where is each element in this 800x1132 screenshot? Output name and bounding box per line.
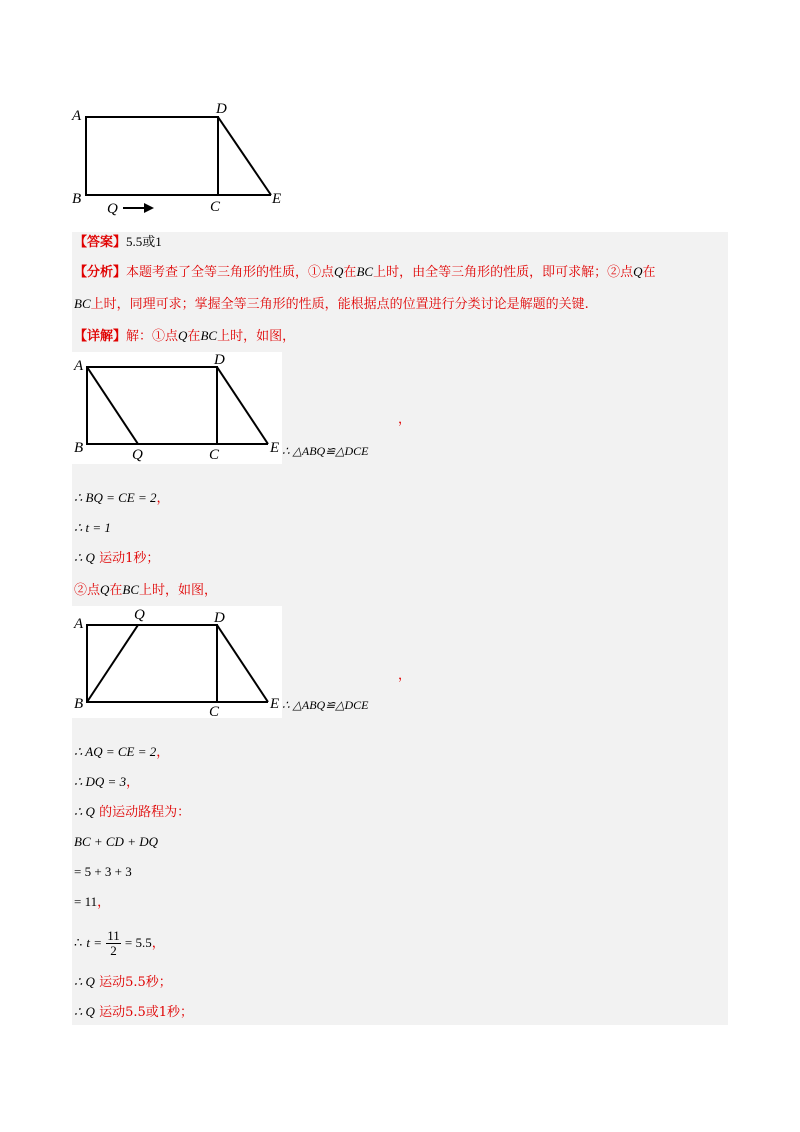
figure-2-comma: ， [398,412,412,427]
case1-result [74,548,159,569]
case1-eq1 [74,488,170,509]
eq-t-1: ∴ t = 1 [74,520,111,535]
arrow-right-icon [144,203,154,213]
figure-1 [66,100,296,220]
case2-heading [74,580,217,601]
therefore-q: ∴ Q [74,550,95,565]
detail-tag: 【详解】 [74,329,127,344]
answer-tag: 【答案】 [74,235,127,250]
label-a: A [72,108,82,124]
figure-3-diagram [72,606,282,718]
label-q-2: Q [132,447,143,463]
case2-eq2-comma: ， [126,775,140,790]
analysis-text-2: 上时，同理可求；掌握全等三角形的性质，能根据点的位置进行分类讨论是解题的关键. [90,297,589,312]
eq1-comma: ， [156,491,170,506]
rectangle-abcd-2 [87,367,217,444]
label-d-2: D [214,352,225,368]
segment-de-2 [217,367,268,444]
figure-3 [72,606,282,718]
eq-bq-ce: ∴ BQ = CE = 2 [74,490,157,505]
rectangle-abcd-3 [87,625,217,702]
case2-t [74,926,165,961]
figure-2-diagram [72,352,282,464]
case2-path [74,802,190,823]
case2-eq1 [74,742,169,763]
label-e: E [272,191,282,207]
case2-sum3 [74,892,110,913]
congruence-2: ∴ △ABQ≌△DCE [282,698,369,712]
sum-values: = 5 + 3 + 3 [74,864,132,879]
label-b-2: B [74,440,84,456]
fraction-denominator: 2 [110,943,117,958]
case2-sum1 [74,832,158,853]
sum3-comma: ， [97,895,111,910]
case2-head-c: 上时，如图， [139,583,218,598]
case2-path-text: 的运动路程为： [99,805,191,820]
label-a-2: A [74,358,84,374]
detail-text-1b: 在 [187,329,201,344]
label-c-3: C [209,704,220,718]
label-d-3: D [214,610,225,626]
therefore-q-res1: ∴ Q [74,974,95,989]
fraction-numerator: 11 [107,928,120,943]
rectangle-abcd [86,117,218,195]
segment-de-3 [217,625,268,702]
case2-eq2 [74,772,139,793]
segment-aq-2 [87,367,138,444]
sum-result: = 11 [74,894,98,909]
segment-bq-3 [87,625,138,702]
congruence-1: ∴ △ABQ≌△DCE [282,444,369,458]
answer-line [74,232,162,253]
var-q-3: Q [178,328,188,343]
analysis-text-1b: 在 [343,265,357,280]
case2-result-text: 运动5.5秒； [99,975,172,990]
answer-text: 5.5或1 [126,234,162,249]
var-bc-2: BC [74,296,91,311]
final-result-text: 运动5.5或1秒； [99,1005,194,1020]
label-c: C [210,199,221,215]
var-q-4: Q [100,582,110,597]
figure-1-diagram [66,100,296,220]
var-q-2: Q [633,264,643,279]
var-q: Q [334,264,344,279]
final-result [74,1002,193,1023]
case2-head-a: ②点 [74,583,101,598]
eq-dq: ∴ DQ = 3 [74,774,127,789]
therefore-q-path: ∴ Q [74,804,95,819]
detail-text-1c: 上时，如图， [217,329,296,344]
case2-eq1-comma: ， [156,745,170,760]
label-e-3: E [270,696,280,712]
var-bc: BC [356,264,374,279]
detail-line-1 [74,326,295,347]
figure-2 [72,352,282,464]
analysis-line-1 [74,262,655,283]
therefore-t: ∴ [74,935,83,950]
case2-head-b: 在 [109,583,123,598]
label-a-3: A [74,616,84,632]
analysis-tag: 【分析】 [74,265,127,280]
case1-eq2 [74,518,111,539]
case2-result [74,972,172,993]
label-q: Q [107,201,118,217]
case2-sum2 [74,862,132,883]
analysis-text-1a: 本题考查了全等三角形的性质，①点 [126,265,335,280]
label-c-2: C [209,447,220,463]
t-value: = 5.5 [124,935,152,950]
label-q-3: Q [134,607,145,623]
analysis-text-1d: 在 [642,265,656,280]
figure-3-comma: ， [398,668,412,683]
analysis-text-1c: 上时，由全等三角形的性质，即可求解；②点 [373,265,634,280]
label-d: D [216,101,227,117]
case1-result-text: 运动1秒； [99,551,160,566]
fraction-11-2 [106,929,121,958]
label-b: B [72,191,82,207]
label-e-2: E [270,440,280,456]
therefore-q-final: ∴ Q [74,1004,95,1019]
eq-aq-ce: ∴ AQ = CE = 2 [74,744,157,759]
analysis-line-2 [74,294,589,315]
t-var: t = [86,935,103,950]
t-comma: ， [151,936,165,951]
var-bc-4: BC [122,582,140,597]
label-b-3: B [74,696,84,712]
segment-de [218,117,271,195]
var-bc-3: BC [200,328,218,343]
detail-text-1a: 解：①点 [126,329,179,344]
sum-expression: BC + CD + DQ [74,834,158,849]
